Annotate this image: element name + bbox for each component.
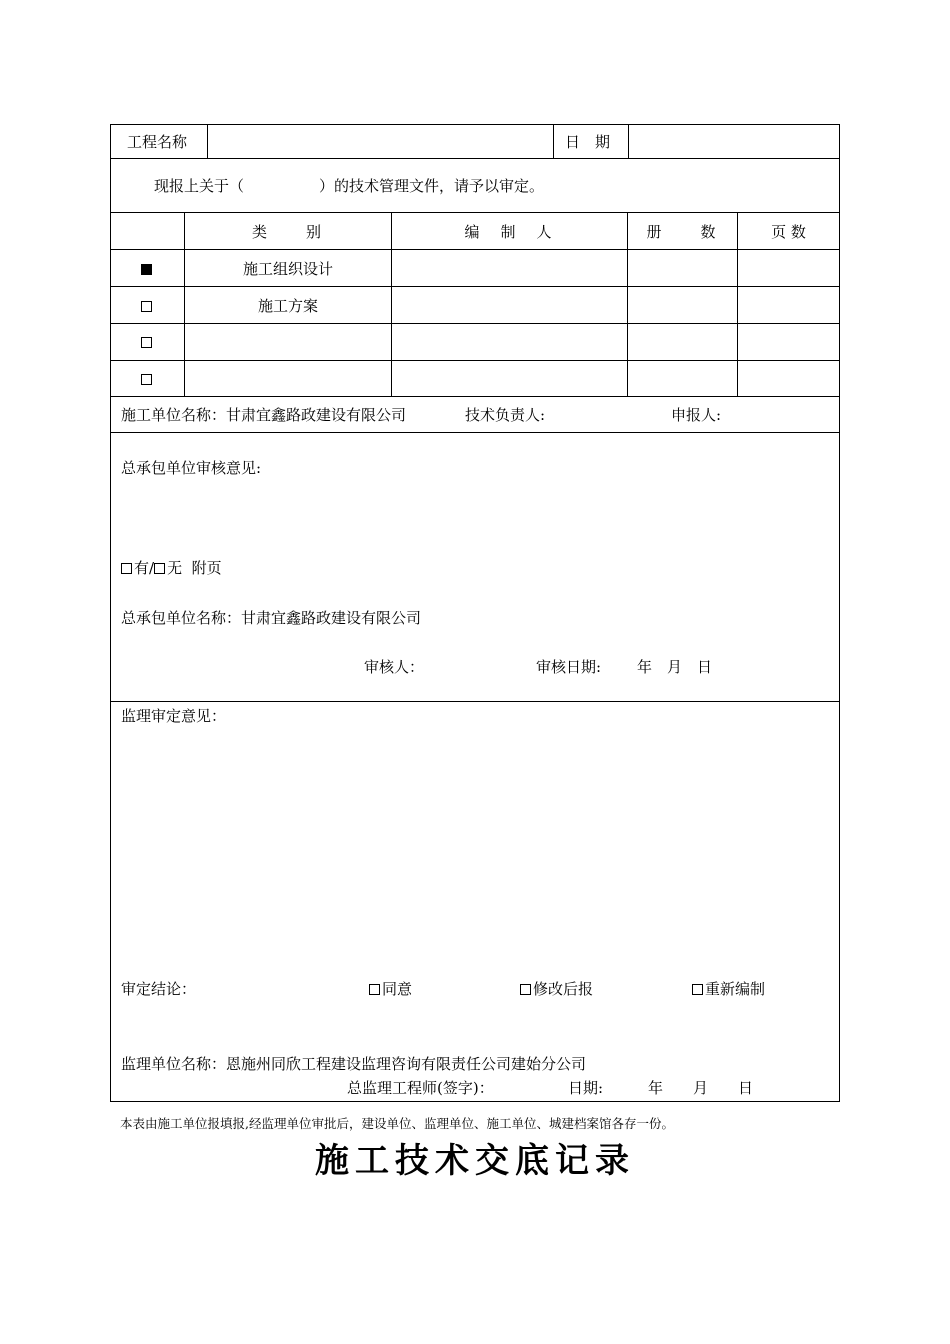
empty-box-icon bbox=[141, 374, 152, 385]
reviewer-label: 审核人： bbox=[364, 658, 425, 676]
col-volumes: 册 数 bbox=[646, 223, 719, 241]
rule bbox=[111, 323, 839, 324]
col-pages: 页 数 bbox=[771, 223, 806, 241]
chief-engineer-label: 总监理工程师(签字)： bbox=[347, 1079, 494, 1097]
option-agree[interactable]: 同意 bbox=[369, 980, 412, 998]
footnote: 本表由施工单位报填报,经监理单位审批后，建设单位、监理单位、施工单位、城建档案馆各存一份。 bbox=[120, 1116, 674, 1131]
rule bbox=[111, 360, 839, 361]
rule bbox=[111, 396, 839, 397]
contractor-unit-name: 甘肃宜鑫路政建设有限公司 bbox=[241, 609, 422, 627]
attachment-suffix: 附页 bbox=[191, 559, 222, 577]
option-revise[interactable]: 修改后报 bbox=[520, 980, 593, 998]
rule bbox=[111, 212, 839, 213]
review-date-units: 年 月 日 bbox=[637, 658, 713, 676]
submission-form bbox=[110, 124, 840, 1102]
construction-unit bbox=[121, 406, 406, 424]
rule bbox=[111, 701, 839, 702]
attachment-options bbox=[121, 559, 222, 577]
supervision-date-units: 年 月 日 bbox=[648, 1079, 754, 1097]
date-field[interactable] bbox=[629, 125, 839, 158]
row-checkbox[interactable] bbox=[111, 297, 184, 315]
supervision-unit-name: 恩施州同欣工程建设监理咨询有限责任公司建始分公司 bbox=[226, 1055, 587, 1073]
rule bbox=[111, 249, 839, 250]
row-category: 施工组织设计 bbox=[242, 260, 333, 278]
construction-unit-label: 施工单位名称： bbox=[121, 406, 227, 424]
attachment-no-checkbox[interactable] bbox=[154, 563, 165, 574]
construction-unit-name: 甘肃宜鑫路政建设有限公司 bbox=[226, 406, 407, 424]
supervision-unit-label: 监理单位名称： bbox=[121, 1055, 227, 1073]
contractor-opinion-label: 总承包单位审核意见: bbox=[121, 459, 262, 477]
tech-lead-label: 技术负责人: bbox=[465, 406, 546, 424]
project-name-label: 工程名称 bbox=[127, 133, 188, 151]
attachment-no-label: 无 bbox=[167, 559, 183, 577]
row-checkbox[interactable] bbox=[111, 333, 184, 351]
review-date-label: 审核日期: bbox=[536, 658, 602, 676]
rule bbox=[111, 158, 839, 159]
document-title: 施工技术交底记录 bbox=[315, 1141, 635, 1181]
reporter-label: 申报人: bbox=[671, 406, 722, 424]
supervision-unit bbox=[121, 1055, 586, 1073]
contractor-unit-label: 总承包单位名称： bbox=[121, 609, 242, 627]
checkbox-icon bbox=[369, 984, 380, 995]
row-checkbox[interactable] bbox=[111, 370, 184, 388]
rule bbox=[111, 286, 839, 287]
attachment-yes-label: 有/ bbox=[134, 559, 155, 577]
empty-box-icon bbox=[141, 337, 152, 348]
checked-box-icon bbox=[141, 264, 152, 275]
row-checkbox[interactable] bbox=[111, 260, 184, 278]
rule bbox=[553, 125, 554, 158]
col-author: 编 制 人 bbox=[464, 223, 555, 241]
contractor-unit bbox=[121, 609, 421, 627]
checkbox-icon bbox=[520, 984, 531, 995]
date-label: 日 期 bbox=[565, 133, 611, 151]
attachment-yes-checkbox[interactable] bbox=[121, 563, 132, 574]
project-name-field[interactable] bbox=[208, 125, 552, 158]
row-category: 施工方案 bbox=[257, 297, 318, 315]
checkbox-icon bbox=[692, 984, 703, 995]
conclusion-label: 审定结论： bbox=[121, 980, 197, 998]
supervision-date-label: 日期: bbox=[568, 1079, 604, 1097]
supervision-opinion-label: 监理审定意见： bbox=[121, 707, 227, 725]
empty-box-icon bbox=[141, 301, 152, 312]
submission-text: 现报上关于（ ）的技术管理文件，请予以审定。 bbox=[154, 177, 545, 195]
rule bbox=[111, 432, 839, 433]
col-category: 类 别 bbox=[251, 223, 324, 241]
option-redo[interactable]: 重新编制 bbox=[692, 980, 765, 998]
